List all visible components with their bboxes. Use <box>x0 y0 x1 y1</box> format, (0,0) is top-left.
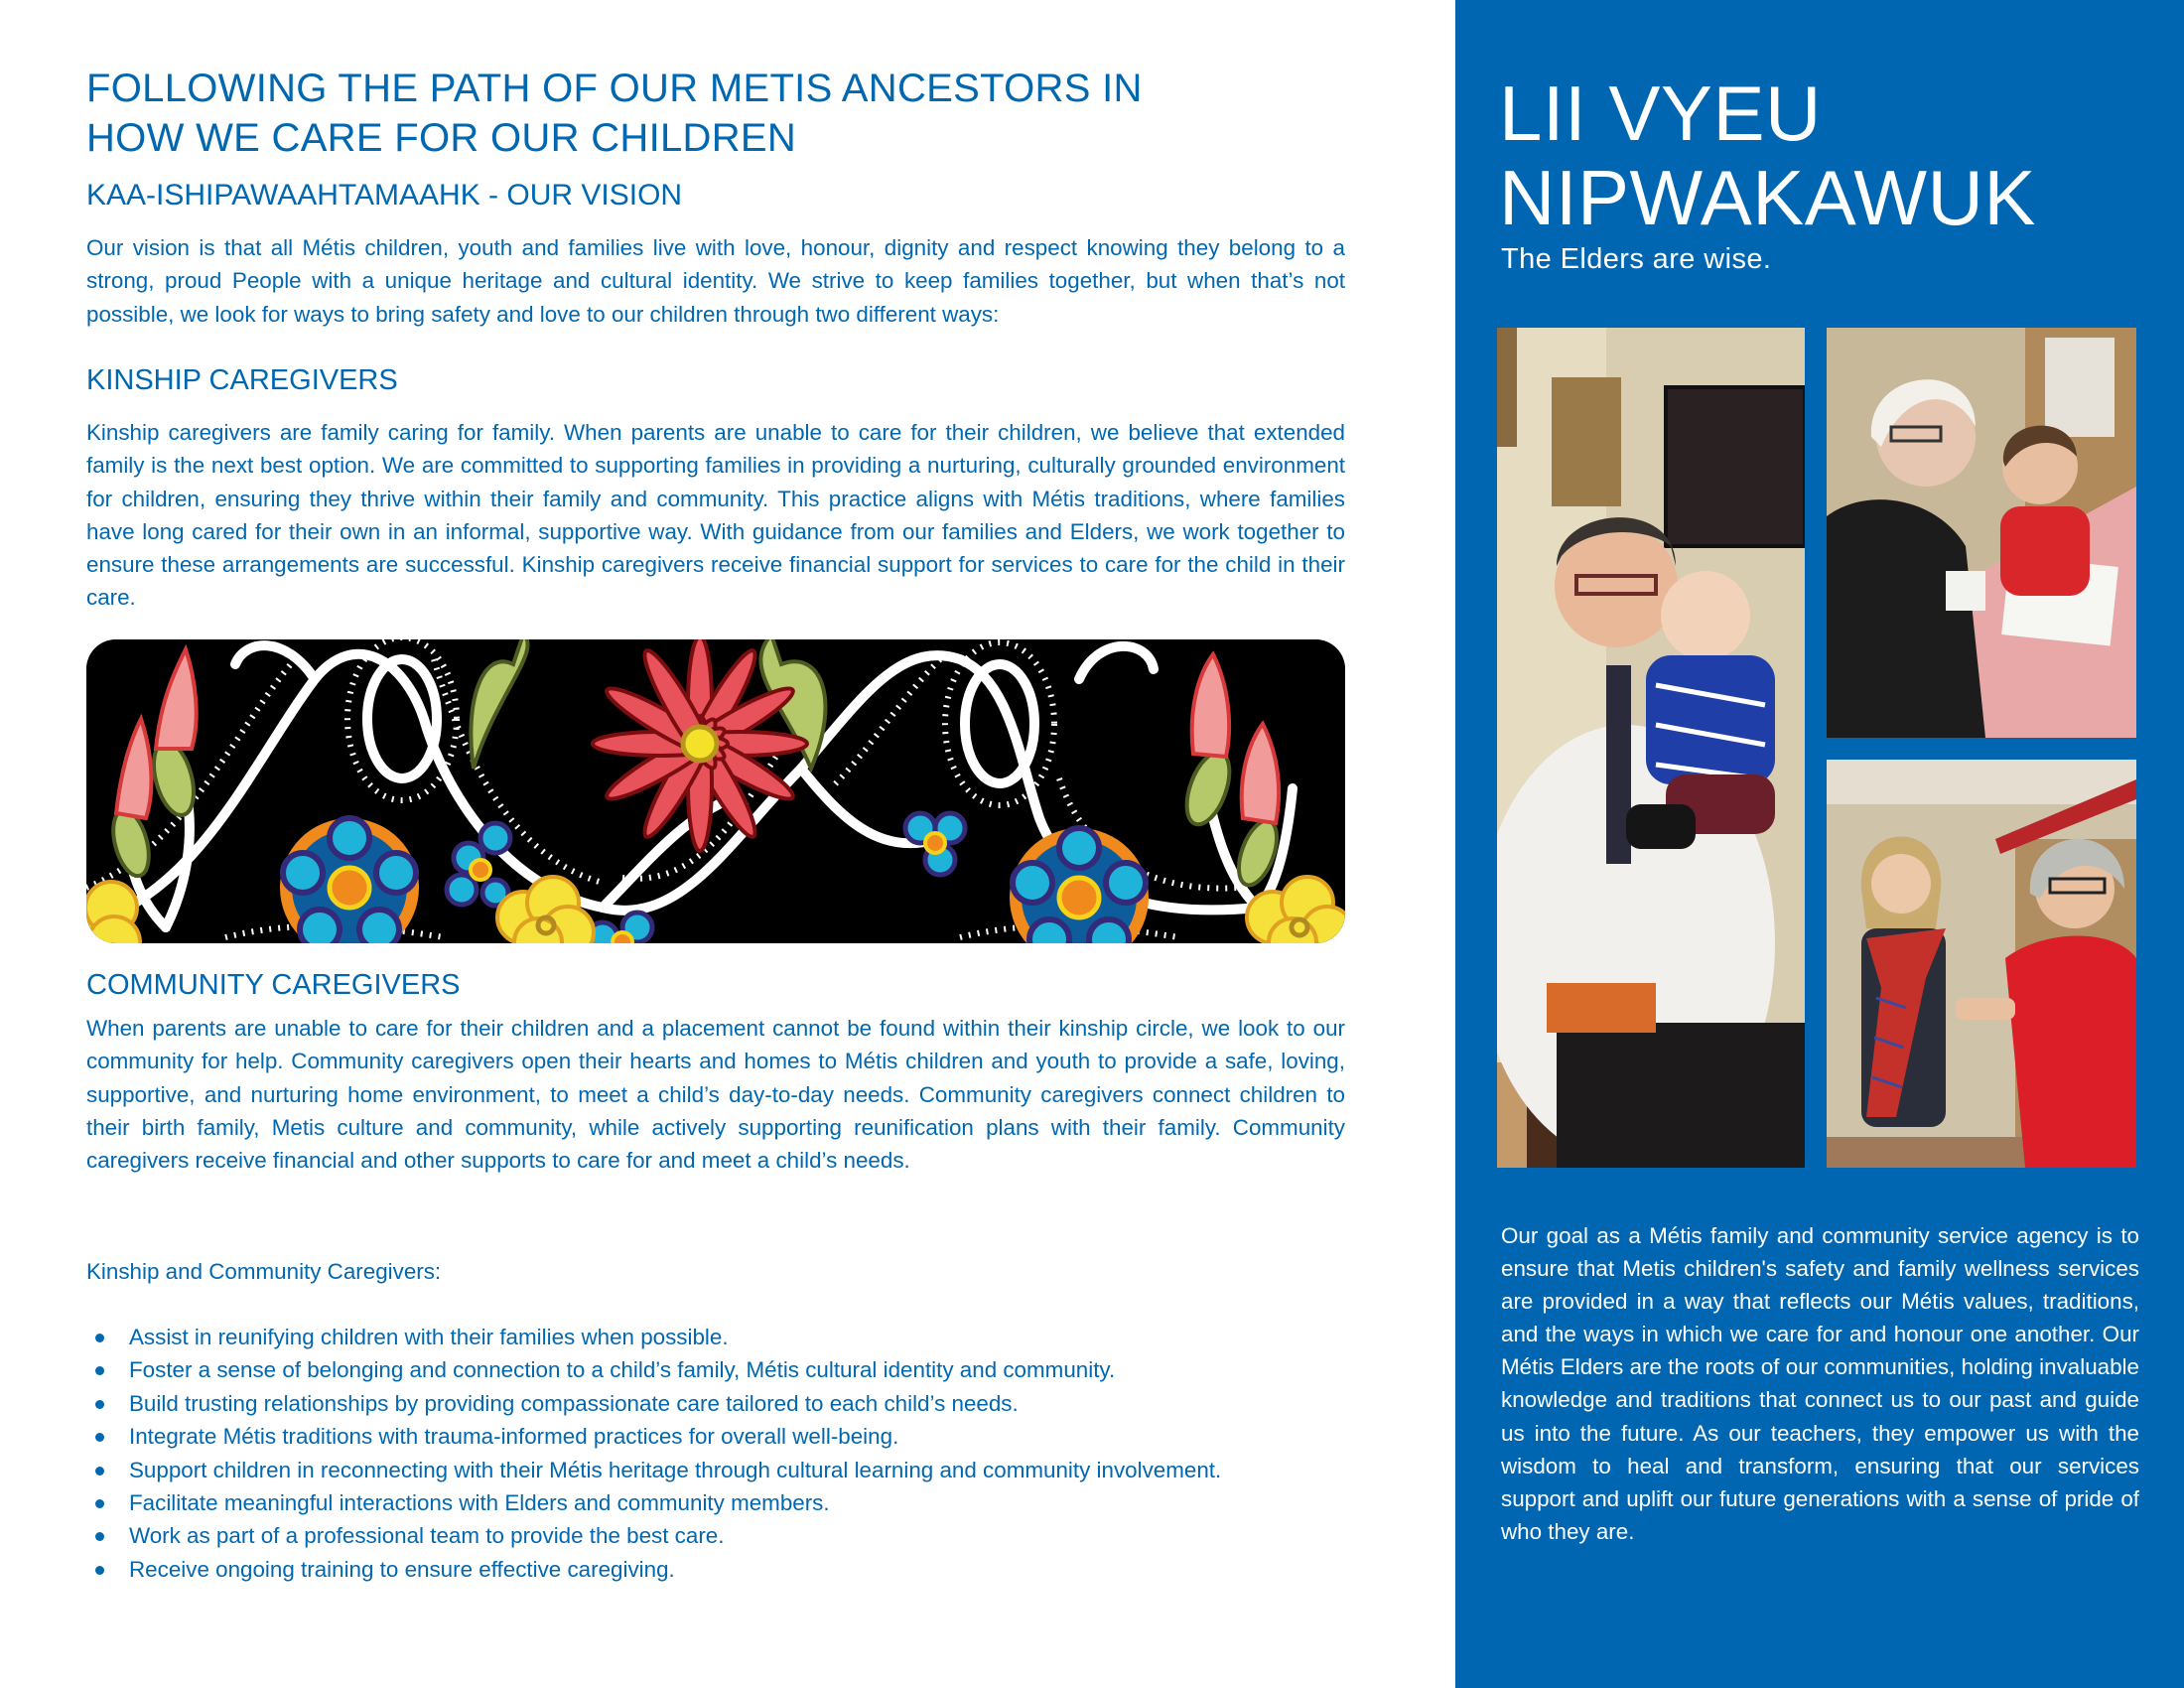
list-item: Build trusting relationships by providing compassionate care tailored to each child’s needs. <box>86 1387 1407 1420</box>
panel-subtitle: The Elders are wise. <box>1501 243 1772 275</box>
bullet-icon <box>95 1532 104 1541</box>
list-item: Assist in reunifying children with their families when possible. <box>86 1321 1407 1353</box>
list-item: Foster a sense of belonging and connection to a child’s family, Métis cultural identity and community. <box>86 1353 1407 1386</box>
photo-elder-sash-ceremony-image <box>1827 760 2136 1168</box>
page-title-line-2: HOW WE CARE FOR OUR CHILDREN <box>86 116 797 160</box>
list-item: Integrate Métis traditions with trauma-informed practices for overall well-being. <box>86 1420 1407 1453</box>
panel-title <box>1499 71 2036 240</box>
kinship-heading: KINSHIP CAREGIVERS <box>86 364 398 396</box>
list-item: Facilitate meaningful interactions with Elders and community members. <box>86 1486 1407 1519</box>
bullet-icon <box>95 1499 104 1508</box>
bullet-icon <box>95 1433 104 1442</box>
panel-paragraph: Our goal as a Métis family and community service agency is to ensure that Metis children's safety and family wellness services are provided in a way that reflects our Métis values, traditions, and the ways in which we care for and honour one another. Our Métis Elders are the roots of our communities, holding invaluable knowledge and traditions that connect us to our past and guide us into the future. As our teachers, they empower us with the wisdom to heal and transform, ensuring that our services support and uplift our future generations with a sense of pride of who they are. <box>1501 1223 2139 1544</box>
photo-elder-with-boy <box>1827 328 2136 738</box>
community-heading: COMMUNITY CAREGIVERS <box>86 969 461 1001</box>
photo-elder-with-boy-image <box>1827 328 2136 738</box>
floral-beadwork-image <box>86 639 1345 943</box>
photo-elder-sash-ceremony <box>1827 760 2136 1168</box>
caregiver-responsibilities-list <box>86 1321 1407 1586</box>
page-title-line-1: FOLLOWING THE PATH OF OUR METIS ANCESTORS IN <box>86 67 1143 110</box>
bullet-icon <box>95 1334 104 1342</box>
community-paragraph: When parents are unable to care for their children and a placement cannot be found within their kinship circle, we look to our community for help. Community caregivers open their hearts and homes to Métis children and youth to provide a safe, loving, supportive, and nurturing home environment, to meet a child’s day-to-day needs. Community caregivers connect children to their birth family, Metis culture and community, while actively supporting reunification plans with their family. Community caregivers receive financial and other supports to care for and meet a child’s needs. <box>86 1016 1345 1174</box>
list-item: Work as part of a professional team to provide the best care. <box>86 1519 1407 1552</box>
vision-paragraph: Our vision is that all Métis children, youth and families live with love, honour, dignity and respect knowing they belong to a strong, proud People with a unique heritage and cultural identity. We strive to keep families together, but when that’s not possible, we look for ways to bring safety and love to our children through two different ways: <box>86 235 1345 327</box>
list-intro: Kinship and Community Caregivers: <box>86 1259 442 1284</box>
bullet-icon <box>95 1467 104 1476</box>
list-item: Support children in reconnecting with their Métis heritage through cultural learning and community involvement. <box>86 1454 1407 1486</box>
panel-title-line-2: NIPWAKAWUK <box>1499 154 2036 241</box>
panel-title-line-1: LII VYEU <box>1499 70 1822 157</box>
bullet-icon <box>95 1366 104 1375</box>
vision-heading: KAA-ISHIPAWAAHTAMAAHK - OUR VISION <box>86 179 683 211</box>
bullet-icon <box>95 1400 104 1409</box>
photo-elder-with-baby-image <box>1497 328 1805 1168</box>
kinship-paragraph: Kinship caregivers are family caring for family. When parents are unable to care for their children, we believe that extended family is the next best option. We are committed to supporting families in providing a nurturing, culturally grounded environment for children, ensuring they thrive within their family and community. This practice aligns with Métis traditions, where families have long cared for their own in an informal, supportive way. With guidance from our families and Elders, we work together to ensure these arrangements are successful. Kinship caregivers receive financial support for services to care for the child in their care. <box>86 420 1345 611</box>
list-item: Receive ongoing training to ensure effective caregiving. <box>86 1553 1407 1586</box>
photo-elder-with-baby <box>1497 328 1805 1168</box>
page-title <box>86 64 1377 163</box>
elders-panel <box>1455 0 2184 1688</box>
floral-beadwork-banner <box>86 639 1345 943</box>
bullet-icon <box>95 1566 104 1575</box>
